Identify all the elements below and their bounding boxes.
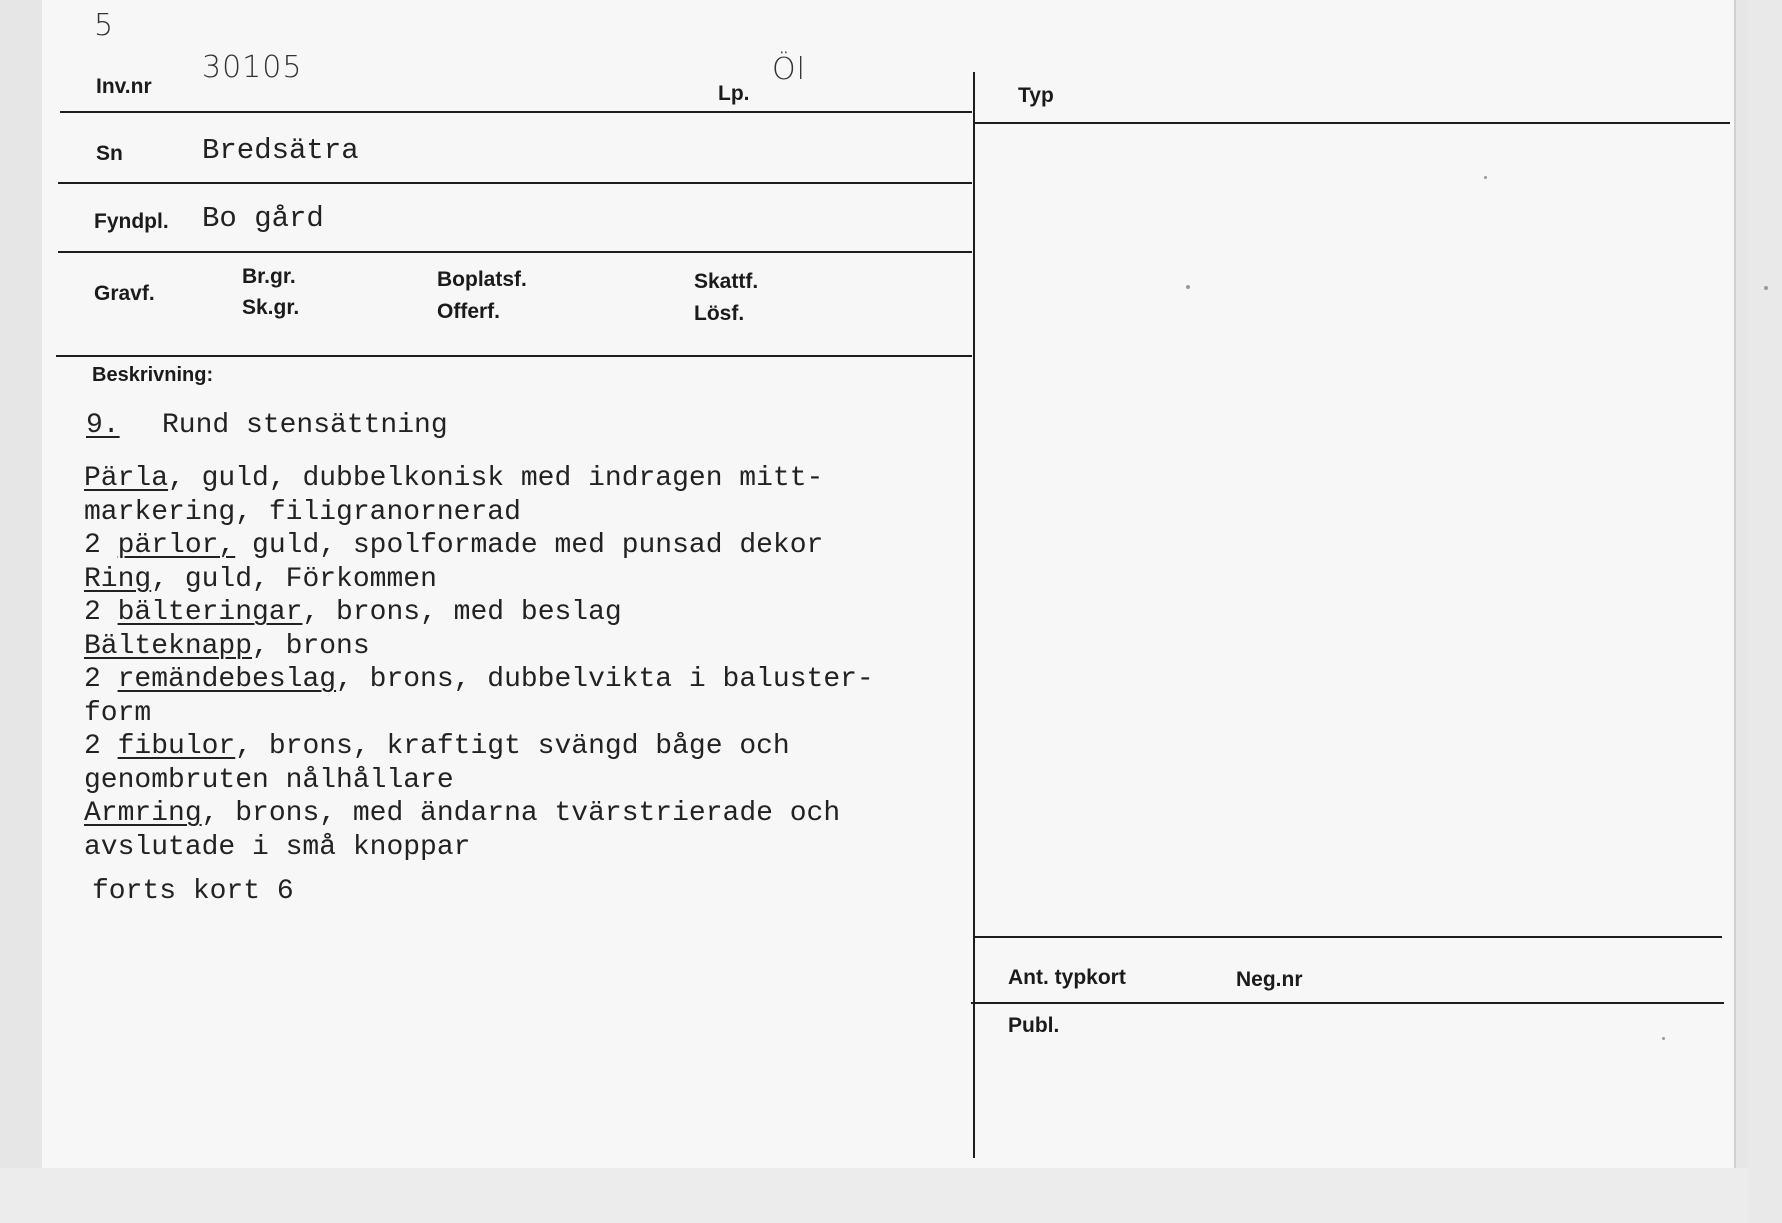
fyndpl-value: Bo gård (202, 202, 324, 235)
scan-bottom-margin (0, 1168, 1782, 1223)
description-line: 2 bälteringar, brons, med beslag (84, 597, 622, 628)
card-number: 5 (94, 8, 115, 43)
description-line: avslutade i små knoppar (84, 831, 471, 863)
scan-right-margin (1748, 0, 1782, 1223)
invnr-value: 30105 (202, 50, 303, 85)
skgr-label: Sk.gr. (242, 296, 300, 319)
brgr-label: Br.gr. (242, 265, 296, 288)
heading-number: 9. (86, 410, 120, 441)
sn-label: Sn (96, 142, 123, 165)
rule-ant-typkort-top (973, 936, 1722, 938)
scan-speck (1186, 285, 1190, 289)
losf-label: Lösf. (694, 302, 745, 325)
rule-publ-top (971, 1002, 1724, 1004)
rule-gravf (56, 355, 972, 357)
description-line: form (84, 697, 152, 729)
rule-sn (58, 182, 972, 184)
rule-typ (975, 122, 1730, 124)
heading-text: Rund stensättning (162, 410, 448, 441)
description-line: Bälteknapp, brons (84, 630, 370, 662)
scan-speck (1764, 286, 1768, 290)
fyndpl-label: Fyndpl. (94, 210, 169, 233)
beskrivning-label: Beskrivning: (92, 364, 214, 386)
scan-speck (1662, 1037, 1665, 1040)
description-line: 2 fibulor, brons, kraftigt svängd båge och (84, 731, 790, 762)
description-line: Pärla, guld, dubbelkonisk med indragen mitt- (84, 463, 824, 494)
typ-label: Typ (1018, 84, 1054, 107)
description-line: 2 remändebeslag, brons, dubbelvikta i baluster- (84, 664, 874, 695)
description-line: Ring, guld, Förkommen (84, 563, 437, 595)
ant-typkort-label: Ant. typkort (1008, 966, 1126, 989)
rule-header (60, 111, 972, 113)
boplatsf-label: Boplatsf. (437, 268, 527, 291)
negnr-label: Neg.nr (1236, 968, 1303, 991)
continued-note: forts kort 6 (92, 876, 294, 907)
gravf-label: Gravf. (94, 282, 155, 305)
description-line: markering, filigranornerad (84, 496, 521, 528)
rule-fyndpl (58, 251, 972, 253)
lp-label: Lp. (718, 82, 750, 105)
offerf-label: Offerf. (437, 300, 500, 323)
sn-value: Bredsätra (202, 134, 359, 167)
skattf-label: Skattf. (694, 270, 759, 293)
invnr-label: Inv.nr (96, 75, 152, 98)
lp-value: Öl (772, 52, 806, 87)
description-line: Armring, brons, med ändarna tvärstrierade och (84, 798, 841, 829)
description-lines (84, 462, 964, 864)
column-divider (973, 72, 975, 1158)
scan-speck (1484, 176, 1487, 179)
description-line: 2 pärlor, guld, spolformade med punsad dekor (84, 530, 824, 561)
description-line: genombruten nålhållare (84, 764, 454, 796)
publ-label: Publ. (1008, 1014, 1060, 1037)
